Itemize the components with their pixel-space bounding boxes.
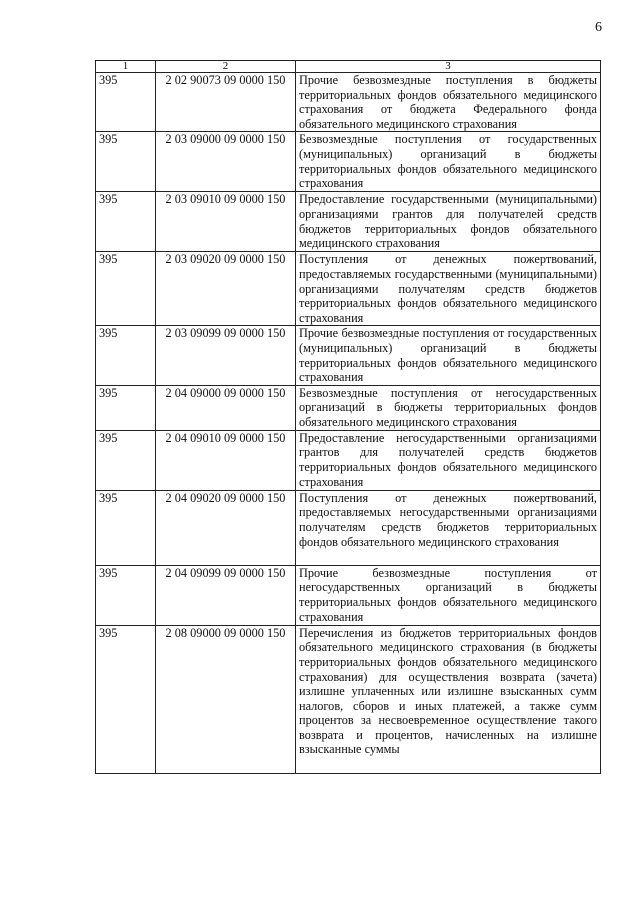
budget-code-cell: 2 02 90073 09 0000 150: [156, 73, 296, 132]
budget-code-cell: 2 03 09000 09 0000 150: [156, 132, 296, 192]
income-name-cell: Поступления от денежных пожертвований, предоставляемых государственными (муниципальными) организациями получателям средств бюджетов территориальных фондов обязательного медицинского страхования: [296, 252, 601, 326]
table-row: [96, 73, 601, 132]
budget-codes-table: [95, 60, 601, 774]
admin-code-cell: 395: [96, 252, 156, 326]
admin-code-cell: 395: [96, 490, 156, 565]
income-name-cell: Безвозмездные поступления от государственных (муниципальных) организаций в бюджеты территориальных фондов обязательного медицинского страхования: [296, 132, 601, 192]
budget-code-cell: 2 04 09000 09 0000 150: [156, 385, 296, 430]
income-name-cell: Поступления от денежных пожертвований, предоставляемых негосударственными организациями получателям средств бюджетов территориальных фондов обязательного медицинского страхования: [296, 490, 601, 565]
table-row: [96, 430, 601, 490]
table-header-row: [96, 61, 601, 73]
column-header-3: 3: [296, 61, 601, 73]
admin-code-cell: 395: [96, 326, 156, 385]
table-row: [96, 625, 601, 773]
income-name-cell: Безвозмездные поступления от негосударственных организаций в бюджеты территориальных фондов обязательного медицинского страхования: [296, 385, 601, 430]
table-row: [96, 490, 601, 565]
admin-code-cell: 395: [96, 565, 156, 625]
column-header-1: 1: [96, 61, 156, 73]
budget-code-cell: 2 08 09000 09 0000 150: [156, 625, 296, 773]
table-row: [96, 252, 601, 326]
admin-code-cell: 395: [96, 132, 156, 192]
income-name-cell: Прочие безвозмездные поступления в бюджеты территориальных фондов обязательного медицинского страхования от бюджета Федерального фонда обязательного медицинского страхования: [296, 73, 601, 132]
income-name-cell: Прочие безвозмездные поступления от государственных (муниципальных) организаций в бюджеты территориальных фондов обязательного медицинского страхования: [296, 326, 601, 385]
admin-code-cell: 395: [96, 385, 156, 430]
table-row: [96, 565, 601, 625]
income-name-cell: Предоставление негосударственными организациями грантов для получателей средств бюджетов территориальных фондов обязательного медицинского страхования: [296, 430, 601, 490]
table-row: [96, 326, 601, 385]
income-name-cell: Перечисления из бюджетов территориальных фондов обязательного медицинского страхования (в бюджеты территориальных фондов обязательного медицинского страхования) для осуществления возврата (зачета) излишне уплаченных или излишне взысканных сумм налогов, сборов и иных платежей, а также сумм процентов за несвоевременное осуществление такого возврата и процентов, начисленных на излишне взысканные суммы: [296, 625, 601, 773]
column-header-2: 2: [156, 61, 296, 73]
table-row: [96, 192, 601, 252]
admin-code-cell: 395: [96, 625, 156, 773]
table-row: [96, 132, 601, 192]
admin-code-cell: 395: [96, 73, 156, 132]
table-row: [96, 385, 601, 430]
budget-code-cell: 2 04 09010 09 0000 150: [156, 430, 296, 490]
budget-code-cell: 2 04 09099 09 0000 150: [156, 565, 296, 625]
page-number: 6: [595, 20, 602, 35]
budget-code-cell: 2 03 09010 09 0000 150: [156, 192, 296, 252]
income-name-cell: Прочие безвозмездные поступления от негосударственных организаций в бюджеты территориальных фондов обязательного медицинского страхования: [296, 565, 601, 625]
income-name-cell: Предоставление государственными (муниципальными) организациями грантов для получателей средств бюджетов территориальных фондов обязательного медицинского страхования: [296, 192, 601, 252]
budget-code-cell: 2 03 09099 09 0000 150: [156, 326, 296, 385]
admin-code-cell: 395: [96, 192, 156, 252]
budget-code-cell: 2 04 09020 09 0000 150: [156, 490, 296, 565]
admin-code-cell: 395: [96, 430, 156, 490]
budget-code-cell: 2 03 09020 09 0000 150: [156, 252, 296, 326]
